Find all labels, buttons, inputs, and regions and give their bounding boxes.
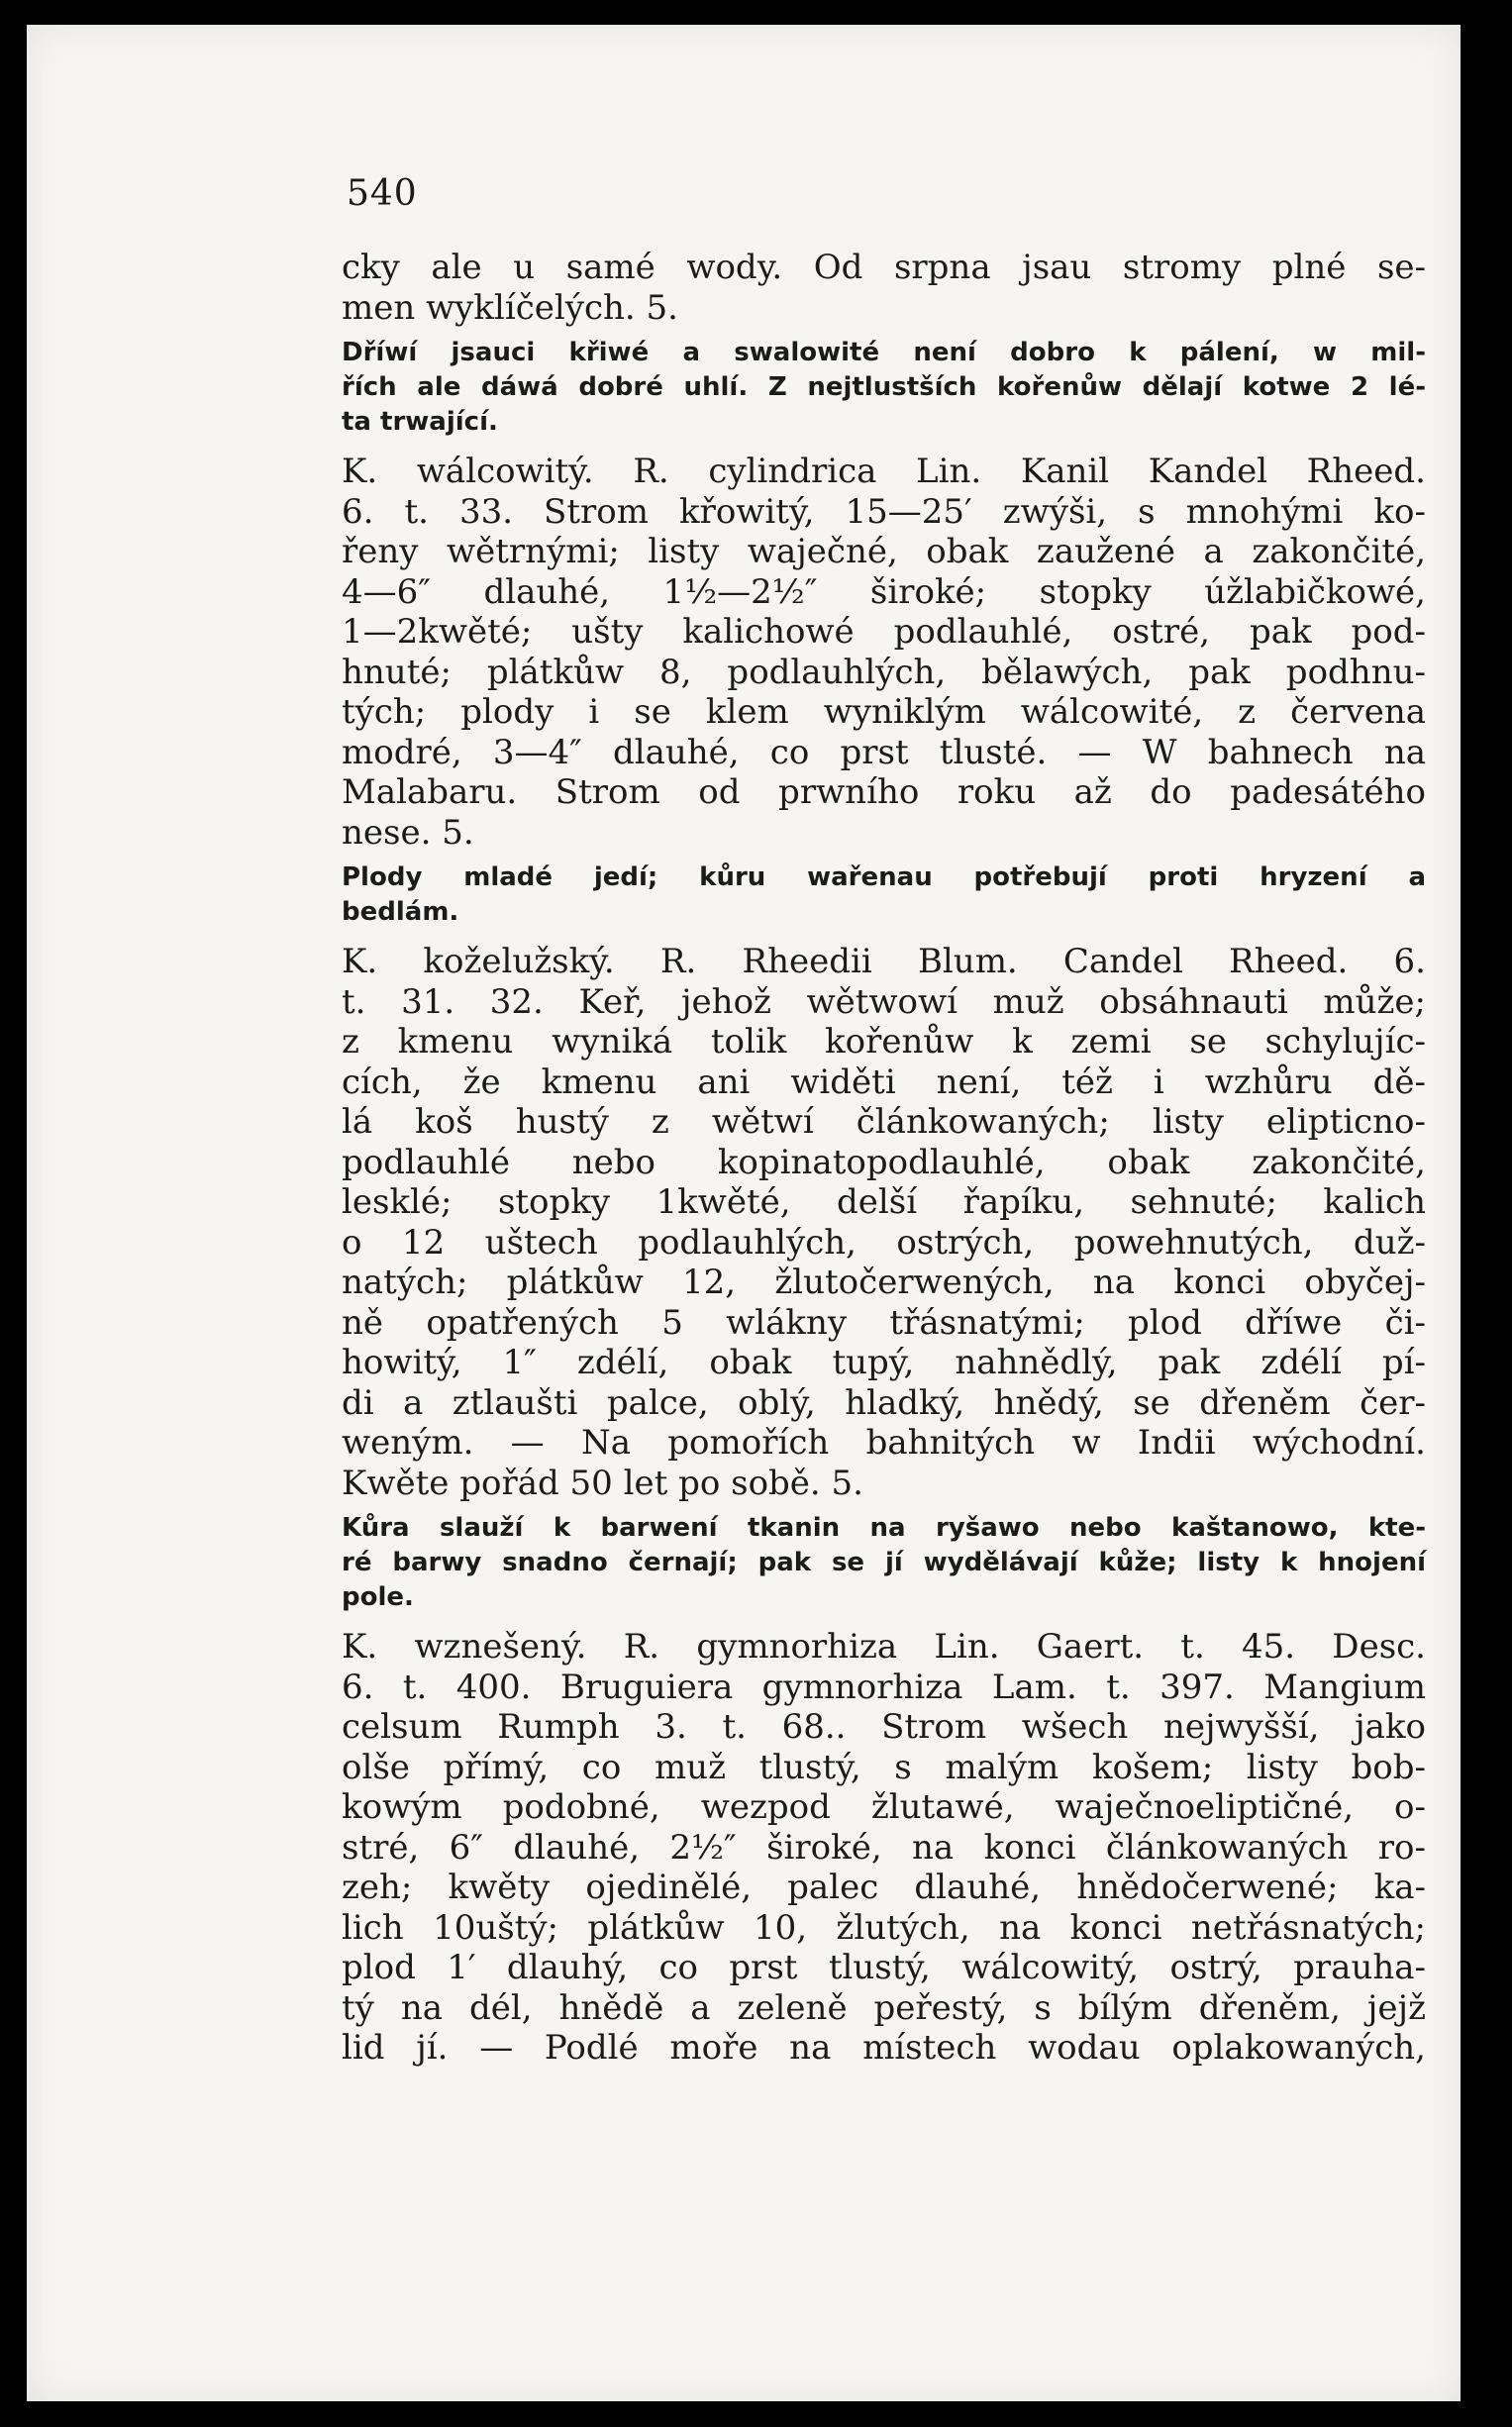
text-line: di a ztlaušti palce, oblý, hladký, hnědý, se dřeněm čer- (342, 1382, 1426, 1423)
note-line: bedlám. (342, 897, 459, 927)
text-line: kowým podobné, wezpod žlutawé, waječnoeliptičné, o- (342, 1787, 1426, 1827)
text-line: K. wznešený. R. gymnorhiza Lin. Gaert. t. 45. Desc. (342, 1627, 1426, 1667)
note-line: Dříwí jsauci křiwé a swalowité není dobro k pálení, w mil- (342, 338, 1426, 367)
text-line: lid jí. — Podlé moře na místech wodau oplakowaných, (342, 2028, 1426, 2068)
text-line: weným. — Na pomořích bahnitých w Indii wýchodní. (342, 1423, 1426, 1463)
text-line: lá koš hustý z wětwí článkowaných; listy elipticno- (342, 1102, 1426, 1142)
text-line: plod 1′ dlauhý, co prst tlustý, wálcowitý, ostrý, prauha- (342, 1948, 1426, 1987)
note-line: Kůra slauží k barwení tkanin na ryšawo nebo kaštanowo, kte- (342, 1513, 1426, 1543)
text-line: howitý, 1″ zdélí, obak tupý, nahnědlý, pak zdélí pí- (342, 1343, 1426, 1382)
text-line: 6. t. 33. Strom křowitý, 15—25′ zwýši, s mnohými ko- (342, 491, 1426, 532)
text-line: tých; plody i se klem wyniklým wálcowité, z červena (342, 692, 1426, 732)
text-line: natých; plátkůw 12, žlutočerwených, na konci obyčej- (342, 1263, 1426, 1302)
text-line: z kmenu wyniká tolik kořenůw k zemi se schylujíc- (342, 1022, 1426, 1062)
text-line: lesklé; stopky 1kwěté, delší řapíku, sehnuté; kalich (342, 1182, 1426, 1222)
text-line: modré, 3—4″ dlauhé, co prst tlusté. — W bahnech na (342, 732, 1426, 772)
text-line: o 12 uštech podlauhlých, ostrých, powehnutých, duž- (342, 1222, 1426, 1263)
text-line: hnuté; plátkůw 8, podlauhlých, bělawých, pak podhnu- (342, 652, 1426, 692)
text-line: Malabaru. Strom od prwního roku až do padesátého (342, 772, 1426, 812)
text-line: t. 31. 32. Keř, jehož wětwowí muž obsáhnauti může; (342, 981, 1426, 1022)
note-line: Plody mladé jedí; kůru wařenau potřebují proti hryzení a (342, 862, 1426, 892)
note-line: řích ale dáwá dobré uhlí. Z nejtlustších kořenůw dělají kotwe 2 lé- (342, 372, 1426, 402)
text-line: tý na dél, hnědě a zeleně peřestý, s bílým dřeněm, jejž (342, 1987, 1426, 2028)
text-line: 6. t. 400. Bruguiera gymnorhiza Lam. t. 397. Mangium (342, 1667, 1426, 1707)
text-line: ně opatřených 5 wlákny třásnatými; plod dříwe či- (342, 1302, 1426, 1343)
text-line: cích, že kmenu ani widěti není, též i wzhůru dě- (342, 1062, 1426, 1102)
note-line: ré barwy snadno černají; pak se jí wydělávají kůže; listy k hnojení (342, 1548, 1426, 1577)
text-line: 1—2kwěté; ušty kalichowé podlauhlé, ostré, pak pod- (342, 612, 1426, 652)
text-line: Kwěte pořád 50 let po sobě. 5. (342, 1463, 863, 1503)
text-line: celsum Rumph 3. t. 68.. Strom wšech nejwyšší, jako (342, 1707, 1426, 1747)
text-line: K. koželužský. R. Rheedii Blum. Candel Rheed. 6. (342, 942, 1426, 981)
book-page (27, 25, 1461, 2401)
text-line: 4—6″ dlauhé, 1½—2½″ široké; stopky úžlabičkowé, (342, 571, 1426, 612)
text-line: men wyklíčelých. 5. (342, 287, 678, 328)
note-line: pole. (342, 1582, 414, 1612)
text-block (342, 248, 1426, 2069)
text-line: K. wálcowitý. R. cylindrica Lin. Kanil Kandel Rheed. (342, 452, 1426, 491)
text-line: cky ale u samé wody. Od srpna jsau stromy plné se- (342, 248, 1426, 287)
text-line: zeh; kwěty ojedinělé, palec dlauhé, hnědočerwené; ka- (342, 1868, 1426, 1907)
text-line: řeny wětrnými; listy waječné, obak zaužené a zakončité, (342, 532, 1426, 571)
page-number: 540 (347, 173, 418, 214)
text-line: nese. 5. (342, 812, 474, 853)
text-line: stré, 6″ dlauhé, 2½″ široké, na konci článkowaných ro- (342, 1827, 1426, 1868)
text-line: olše přímý, co muž tlustý, s malým košem; listy bob- (342, 1747, 1426, 1787)
text-line: podlauhlé nebo kopinatopodlauhlé, obak zakončité, (342, 1142, 1426, 1182)
note-line: ta trwající. (342, 407, 498, 437)
text-line: lich 10uštý; plátkůw 10, žlutých, na konci netřásnatých; (342, 1907, 1426, 1948)
